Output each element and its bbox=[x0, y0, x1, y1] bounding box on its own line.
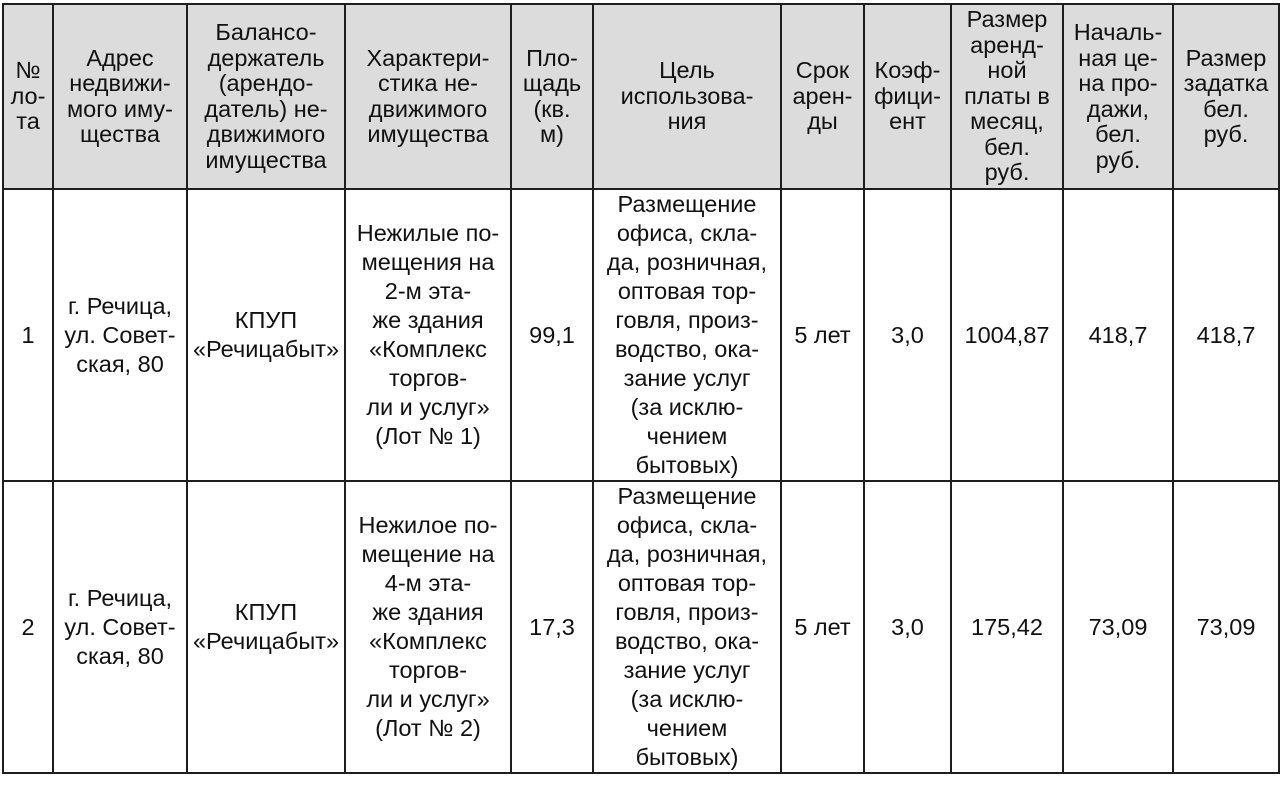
header-monthly-rent: Размер аренд- ной платы в месяц, бел. руб. bbox=[951, 4, 1063, 189]
cell-monthly-rent: 175,42 bbox=[951, 481, 1063, 773]
header-coefficient: Коэф- фици- ент bbox=[864, 4, 951, 189]
header-area: Пло- щадь (кв. м) bbox=[511, 4, 593, 189]
cell-lease-term: 5 лет bbox=[781, 481, 864, 773]
cell-property-description: Нежилое по- мещение на 4-м эта- же здания «Комплекс торгов- ли и услуг» (Лот № 2) bbox=[345, 481, 511, 773]
header-property-description: Характери- стика не- движимого имущества bbox=[345, 4, 511, 189]
table-row bbox=[3, 189, 1279, 481]
header-lot-number: № ло- та bbox=[3, 4, 53, 189]
header-lease-term: Срок арен- ды bbox=[781, 4, 864, 189]
table-header bbox=[3, 4, 1279, 189]
cell-starting-price: 418,7 bbox=[1063, 189, 1173, 481]
cell-balance-holder: КПУП «Речицабыт» bbox=[187, 189, 345, 481]
cell-starting-price: 73,09 bbox=[1063, 481, 1173, 773]
table-body bbox=[3, 189, 1279, 773]
cell-area: 17,3 bbox=[511, 481, 593, 773]
cell-lot-number: 2 bbox=[3, 481, 53, 773]
cell-lease-term: 5 лет bbox=[781, 189, 864, 481]
cell-coefficient: 3,0 bbox=[864, 481, 951, 773]
header-row bbox=[3, 4, 1279, 189]
cell-address: г. Речица, ул. Совет- ская, 80 bbox=[53, 189, 187, 481]
cell-monthly-rent: 1004,87 bbox=[951, 189, 1063, 481]
cell-deposit: 73,09 bbox=[1173, 481, 1279, 773]
header-address: Адрес недвижи- мого иму- щества bbox=[53, 4, 187, 189]
cell-balance-holder: КПУП «Речицабыт» bbox=[187, 481, 345, 773]
cell-lot-number: 1 bbox=[3, 189, 53, 481]
header-balance-holder: Балансо- держатель (арендо- датель) не- движимого имущества bbox=[187, 4, 345, 189]
header-purpose: Цель использова- ния bbox=[593, 4, 781, 189]
table-row bbox=[3, 481, 1279, 773]
header-starting-price: Началь- ная це- на про- дажи, бел. руб. bbox=[1063, 4, 1173, 189]
cell-property-description: Нежилые по- мещения на 2-м эта- же здания «Комплекс торгов- ли и услуг» (Лот № 1) bbox=[345, 189, 511, 481]
cell-area: 99,1 bbox=[511, 189, 593, 481]
header-deposit: Размер задатка бел. руб. bbox=[1173, 4, 1279, 189]
cell-address: г. Речица, ул. Совет- ская, 80 bbox=[53, 481, 187, 773]
cell-deposit: 418,7 bbox=[1173, 189, 1279, 481]
lots-table bbox=[2, 3, 1280, 774]
cell-coefficient: 3,0 bbox=[864, 189, 951, 481]
cell-purpose: Размещение офиса, скла- да, розничная, оптовая тор- говля, произ- водство, ока- зание услуг (за исклю- чением бытовых) bbox=[593, 189, 781, 481]
cell-purpose: Размещение офиса, скла- да, розничная, оптовая тор- говля, произ- водство, ока- зание услуг (за исклю- чением бытовых) bbox=[593, 481, 781, 773]
